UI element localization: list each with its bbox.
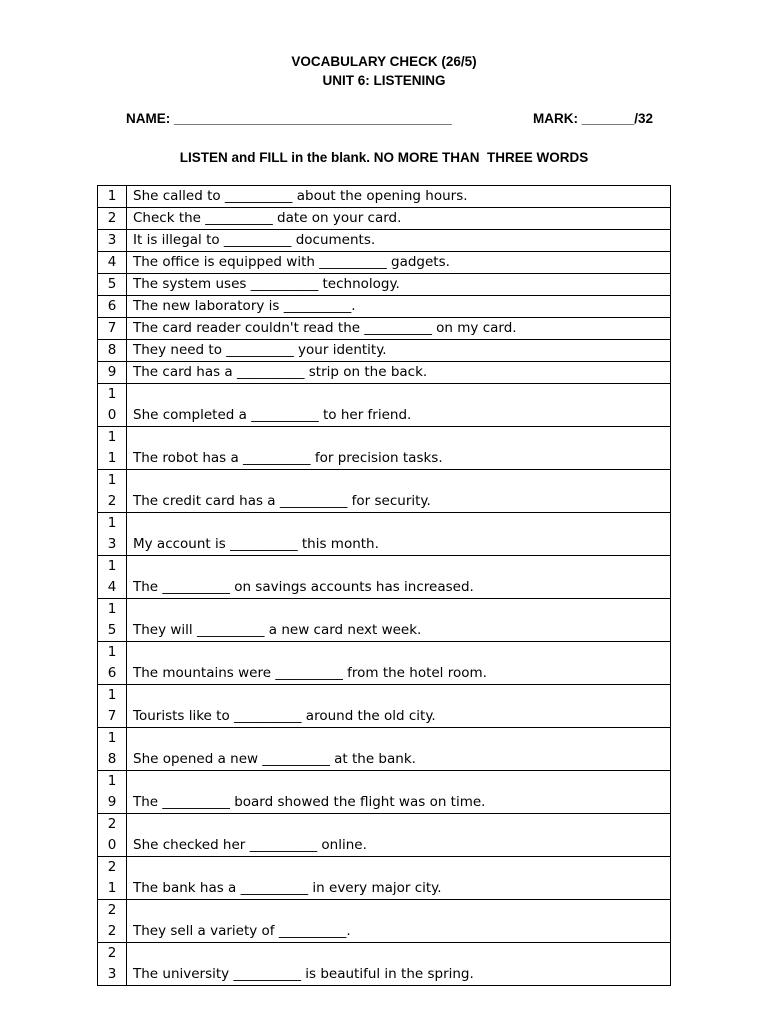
table-row [98, 685, 671, 728]
question-number: 1 1 [98, 427, 127, 470]
question-text: The __________ on savings accounts has increased. [127, 556, 671, 599]
table-row [98, 814, 671, 857]
table-row [98, 900, 671, 943]
question-number: 7 [98, 318, 127, 340]
question-text: My account is __________ this month. [127, 513, 671, 556]
question-number: 1 7 [98, 685, 127, 728]
question-number: 1 6 [98, 642, 127, 685]
question-text: Check the __________ date on your card. [127, 208, 671, 230]
table-row [98, 318, 671, 340]
question-text: They will __________ a new card next week. [127, 599, 671, 642]
question-text: She opened a new __________ at the bank. [127, 728, 671, 771]
table-row [98, 427, 671, 470]
question-text: The credit card has a __________ for security. [127, 470, 671, 513]
question-number: 4 [98, 252, 127, 274]
mark-field-label: MARK: _______/32 [533, 111, 654, 126]
question-number: 1 5 [98, 599, 127, 642]
question-number: 1 [98, 186, 127, 208]
question-number: 2 1 [98, 857, 127, 900]
question-number: 3 [98, 230, 127, 252]
table-row [98, 362, 671, 384]
question-number: 1 8 [98, 728, 127, 771]
question-number: 6 [98, 296, 127, 318]
question-number: 2 0 [98, 814, 127, 857]
question-text: The new laboratory is __________. [127, 296, 671, 318]
table-row [98, 857, 671, 900]
instruction-text: LISTEN and FILL in the blank. NO MORE THAN THREE WORDS [179, 150, 589, 165]
table-row [98, 513, 671, 556]
question-text: It is illegal to __________ documents. [127, 230, 671, 252]
question-number: 1 0 [98, 384, 127, 427]
question-number: 2 [98, 208, 127, 230]
worksheet-title: VOCABULARY CHECK (26/5) [291, 54, 477, 69]
question-text: The card reader couldn't read the __________ on my card. [127, 318, 671, 340]
table-row [98, 642, 671, 685]
question-text: The __________ board showed the flight was on time. [127, 771, 671, 814]
question-text: She completed a __________ to her friend. [127, 384, 671, 427]
questions-table [97, 185, 671, 986]
question-number: 1 4 [98, 556, 127, 599]
question-text: She called to __________ about the opening hours. [127, 186, 671, 208]
question-text: The university __________ is beautiful in the spring. [127, 943, 671, 986]
question-text: The office is equipped with __________ gadgets. [127, 252, 671, 274]
table-row [98, 186, 671, 208]
question-number: 1 3 [98, 513, 127, 556]
table-row [98, 556, 671, 599]
question-number: 1 9 [98, 771, 127, 814]
table-row [98, 599, 671, 642]
question-text: The mountains were __________ from the hotel room. [127, 642, 671, 685]
question-number: 9 [98, 362, 127, 384]
table-row [98, 728, 671, 771]
worksheet-subtitle: UNIT 6: LISTENING [322, 73, 446, 88]
question-text: Tourists like to __________ around the old city. [127, 685, 671, 728]
question-text: The bank has a __________ in every major city. [127, 857, 671, 900]
table-row [98, 208, 671, 230]
question-text: They need to __________ your identity. [127, 340, 671, 362]
table-row [98, 771, 671, 814]
question-number: 2 3 [98, 943, 127, 986]
question-number: 8 [98, 340, 127, 362]
table-row [98, 230, 671, 252]
question-number: 5 [98, 274, 127, 296]
table-row [98, 384, 671, 427]
questions-table-body [98, 186, 671, 986]
table-row [98, 296, 671, 318]
table-row [98, 943, 671, 986]
question-number: 1 2 [98, 470, 127, 513]
question-text: The system uses __________ technology. [127, 274, 671, 296]
question-text: The card has a __________ strip on the back. [127, 362, 671, 384]
question-text: The robot has a __________ for precision tasks. [127, 427, 671, 470]
table-row [98, 252, 671, 274]
table-row [98, 274, 671, 296]
name-field-label: NAME: _____________________________________ [126, 111, 452, 126]
table-row [98, 340, 671, 362]
question-number: 2 2 [98, 900, 127, 943]
question-text: They sell a variety of __________. [127, 900, 671, 943]
table-row [98, 470, 671, 513]
question-text: She checked her __________ online. [127, 814, 671, 857]
